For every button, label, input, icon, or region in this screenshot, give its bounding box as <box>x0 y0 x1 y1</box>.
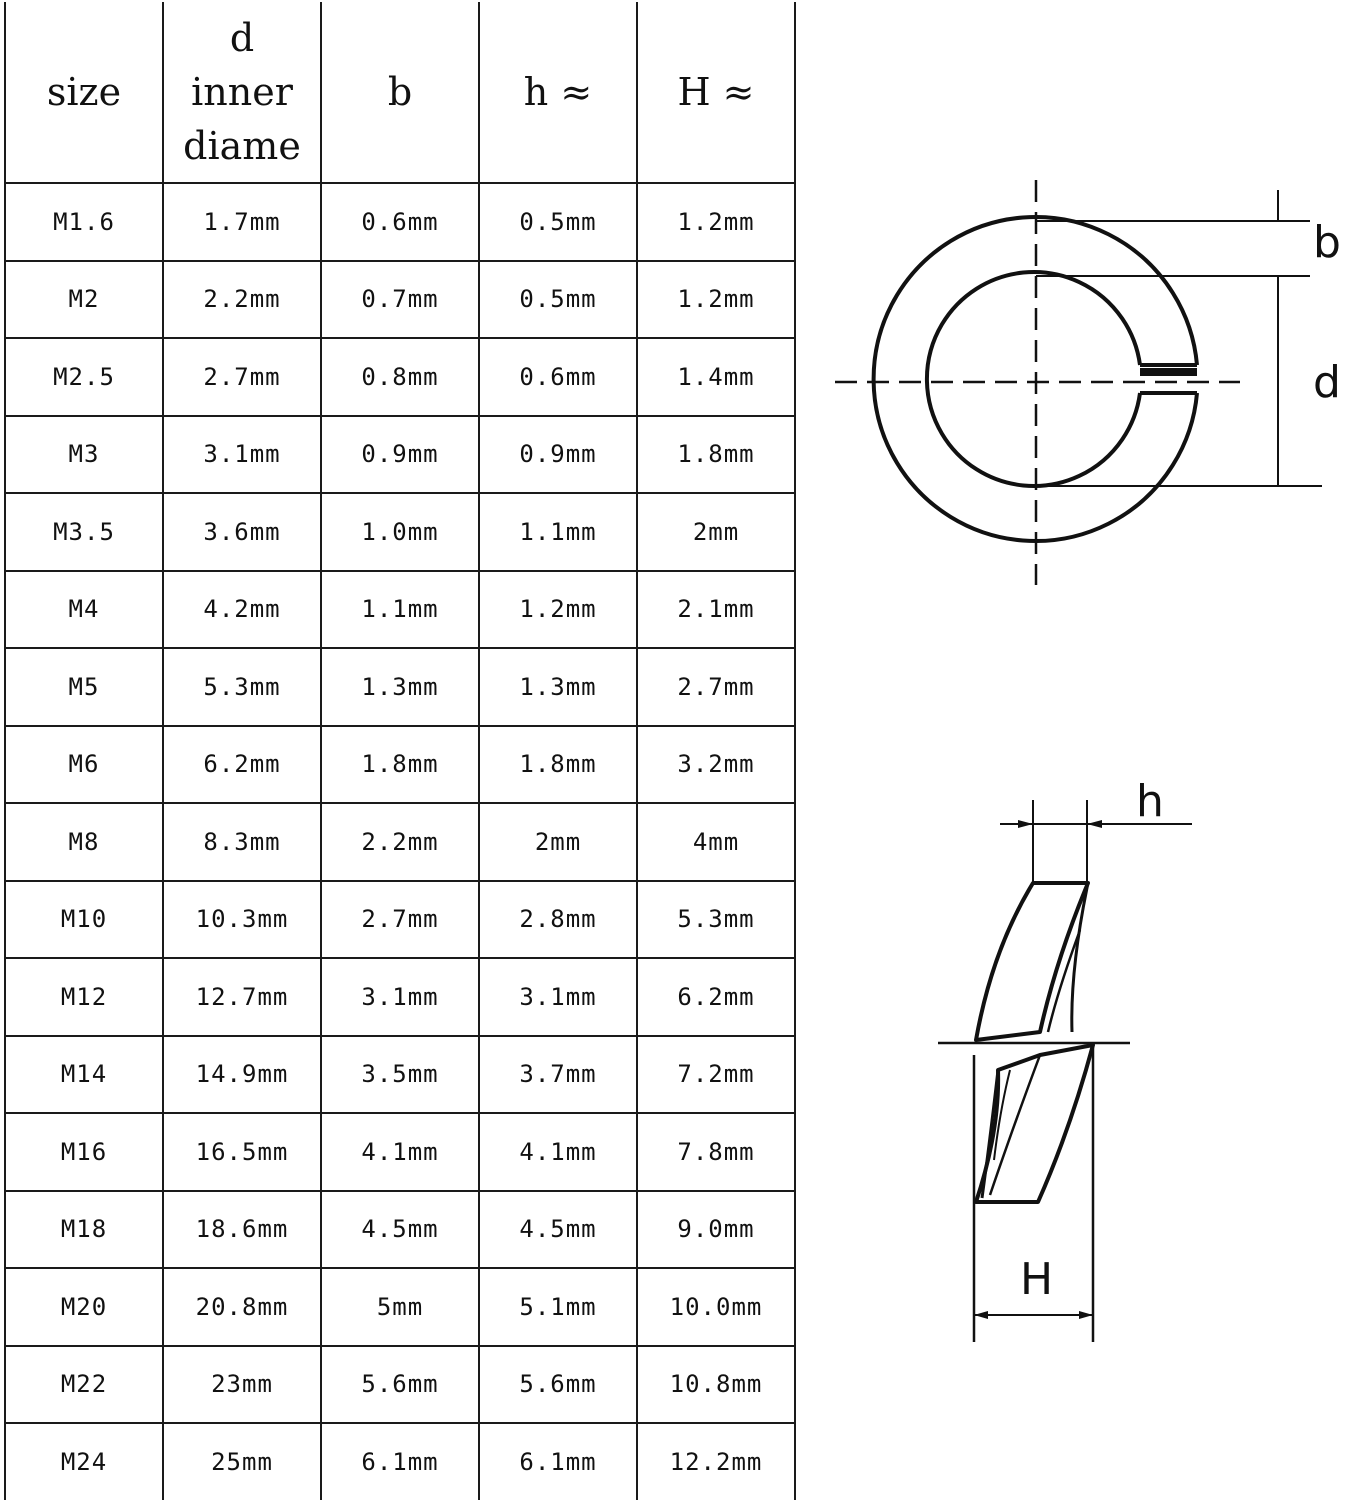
table-cell-b: 1.3mm <box>321 648 479 726</box>
table-cell-h: 1.3mm <box>479 648 637 726</box>
table-row <box>5 648 795 726</box>
table-cell-h-upper: 1.8mm <box>637 416 795 494</box>
table-row <box>5 338 795 416</box>
table-cell-h-upper: 5.3mm <box>637 881 795 959</box>
table-cell-h-upper: 10.8mm <box>637 1346 795 1424</box>
table-cell-d: 2.2mm <box>163 261 321 339</box>
table-cell-h-upper: 9.0mm <box>637 1191 795 1269</box>
table-cell-h: 3.7mm <box>479 1036 637 1114</box>
header-text-line: b <box>387 70 413 114</box>
table-cell-size: M10 <box>5 881 163 959</box>
table-row <box>5 1113 795 1191</box>
table-cell-b: 3.5mm <box>321 1036 479 1114</box>
table-cell-d: 10.3mm <box>163 881 321 959</box>
table-cell-size: M22 <box>5 1346 163 1424</box>
table-cell-b: 1.0mm <box>321 493 479 571</box>
header-h-upper <box>637 2 795 183</box>
table-cell-h-upper: 1.2mm <box>637 261 795 339</box>
table-cell-d: 20.8mm <box>163 1268 321 1346</box>
table-cell-h-upper: 3.2mm <box>637 726 795 804</box>
table-row <box>5 881 795 959</box>
split-gap-mark <box>1140 368 1197 376</box>
table-cell-d: 2.7mm <box>163 338 321 416</box>
table-row <box>5 726 795 804</box>
table-cell-d: 6.2mm <box>163 726 321 804</box>
table-cell-h-upper: 1.2mm <box>637 183 795 261</box>
table-cell-b: 5mm <box>321 1268 479 1346</box>
table-cell-h: 2mm <box>479 803 637 881</box>
table-cell-size: M20 <box>5 1268 163 1346</box>
table-cell-h-upper: 4mm <box>637 803 795 881</box>
washer-top-view-diagram <box>830 175 1360 595</box>
table-row <box>5 183 795 261</box>
label-h: h <box>1136 776 1164 827</box>
table-row <box>5 261 795 339</box>
table-row <box>5 416 795 494</box>
table-cell-b: 0.8mm <box>321 338 479 416</box>
table-cell-size: M2.5 <box>5 338 163 416</box>
table-cell-h-upper: 6.2mm <box>637 958 795 1036</box>
table-cell-size: M12 <box>5 958 163 1036</box>
table-cell-h: 0.5mm <box>479 183 637 261</box>
table-cell-h: 4.5mm <box>479 1191 637 1269</box>
table-cell-b: 0.7mm <box>321 261 479 339</box>
header-d <box>163 2 321 183</box>
label-b: b <box>1313 217 1341 268</box>
table-cell-d: 12.7mm <box>163 958 321 1036</box>
table-cell-h: 5.6mm <box>479 1346 637 1424</box>
table-row <box>5 958 795 1036</box>
table-cell-size: M2 <box>5 261 163 339</box>
table-cell-h: 4.1mm <box>479 1113 637 1191</box>
table-cell-size: M14 <box>5 1036 163 1114</box>
table-cell-b: 1.8mm <box>321 726 479 804</box>
table-header <box>5 2 795 183</box>
table-cell-h-upper: 12.2mm <box>637 1423 795 1500</box>
table-cell-h-upper: 7.2mm <box>637 1036 795 1114</box>
h-arrow-right <box>1087 820 1102 828</box>
table-cell-b: 6.1mm <box>321 1423 479 1500</box>
table-cell-size: M5 <box>5 648 163 726</box>
table-row <box>5 803 795 881</box>
header-size <box>5 2 163 183</box>
table-cell-size: M8 <box>5 803 163 881</box>
table-cell-h: 1.1mm <box>479 493 637 571</box>
H-arrow-right <box>1079 1311 1093 1319</box>
table-row <box>5 1346 795 1424</box>
table-cell-b: 4.5mm <box>321 1191 479 1269</box>
table-row <box>5 493 795 571</box>
table-cell-size: M24 <box>5 1423 163 1500</box>
H-arrow-left <box>974 1311 988 1319</box>
header-text-line: H ≈ <box>677 70 755 114</box>
table-cell-d: 3.1mm <box>163 416 321 494</box>
table-cell-b: 3.1mm <box>321 958 479 1036</box>
washer-side-view-diagram <box>930 770 1210 1350</box>
table-cell-d: 25mm <box>163 1423 321 1500</box>
table-row <box>5 1423 795 1500</box>
header-text-line: diame <box>183 124 301 168</box>
table-cell-b: 2.7mm <box>321 881 479 959</box>
table-cell-h: 6.1mm <box>479 1423 637 1500</box>
header-h <box>479 2 637 183</box>
table-cell-b: 2.2mm <box>321 803 479 881</box>
table-cell-b: 4.1mm <box>321 1113 479 1191</box>
table-cell-size: M18 <box>5 1191 163 1269</box>
table-body <box>5 183 795 1500</box>
label-d: d <box>1313 357 1341 408</box>
header-text-line: size <box>46 70 122 114</box>
table-cell-size: M6 <box>5 726 163 804</box>
table-cell-h-upper: 2.1mm <box>637 571 795 649</box>
table-cell-b: 0.9mm <box>321 416 479 494</box>
table-cell-h-upper: 2.7mm <box>637 648 795 726</box>
table-cell-size: M1.6 <box>5 183 163 261</box>
table-cell-d: 1.7mm <box>163 183 321 261</box>
table-cell-h: 0.9mm <box>479 416 637 494</box>
table-cell-b: 1.1mm <box>321 571 479 649</box>
table-cell-h: 1.8mm <box>479 726 637 804</box>
h-arrow-left <box>1018 820 1033 828</box>
table-cell-d: 23mm <box>163 1346 321 1424</box>
table-cell-size: M4 <box>5 571 163 649</box>
header-row <box>5 2 795 183</box>
table-cell-h: 1.2mm <box>479 571 637 649</box>
table-row <box>5 571 795 649</box>
table-cell-h: 2.8mm <box>479 881 637 959</box>
header-text-line: h ≈ <box>523 70 593 114</box>
table-row <box>5 1036 795 1114</box>
table-cell-h: 0.6mm <box>479 338 637 416</box>
label-H: H <box>1020 1254 1054 1305</box>
table-cell-d: 18.6mm <box>163 1191 321 1269</box>
table-cell-d: 3.6mm <box>163 493 321 571</box>
table-cell-h: 3.1mm <box>479 958 637 1036</box>
table-cell-h-upper: 1.4mm <box>637 338 795 416</box>
table-row <box>5 1268 795 1346</box>
spec-table <box>4 2 796 1500</box>
table-cell-h-upper: 2mm <box>637 493 795 571</box>
table-row <box>5 1191 795 1269</box>
header-text-line: d <box>229 16 255 60</box>
table-cell-d: 4.2mm <box>163 571 321 649</box>
table-cell-h-upper: 10.0mm <box>637 1268 795 1346</box>
table-cell-d: 8.3mm <box>163 803 321 881</box>
table-cell-h: 5.1mm <box>479 1268 637 1346</box>
table-cell-b: 0.6mm <box>321 183 479 261</box>
table-cell-size: M16 <box>5 1113 163 1191</box>
washer-inner-edge <box>927 272 1140 486</box>
table-cell-d: 5.3mm <box>163 648 321 726</box>
table-cell-d: 16.5mm <box>163 1113 321 1191</box>
table-cell-size: M3 <box>5 416 163 494</box>
table-cell-h: 0.5mm <box>479 261 637 339</box>
table-cell-size: M3.5 <box>5 493 163 571</box>
header-b <box>321 2 479 183</box>
table-cell-h-upper: 7.8mm <box>637 1113 795 1191</box>
header-text-line: inner <box>191 70 293 114</box>
table-cell-b: 5.6mm <box>321 1346 479 1424</box>
table-cell-d: 14.9mm <box>163 1036 321 1114</box>
